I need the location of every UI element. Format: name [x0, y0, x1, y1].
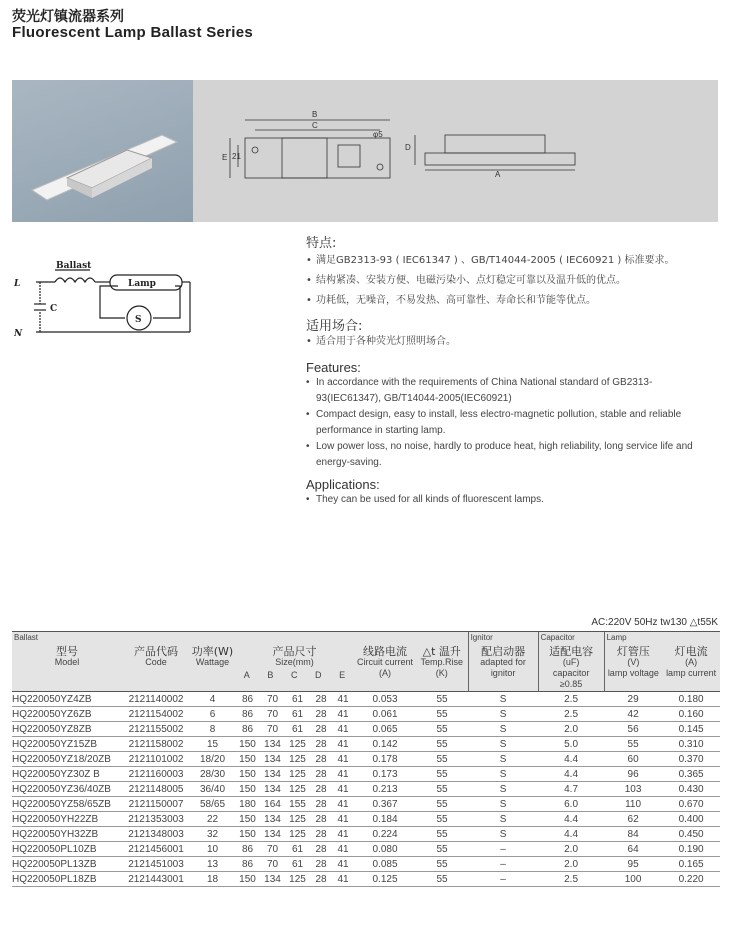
table-cell: 28: [310, 797, 332, 812]
table-cell: 55: [416, 872, 468, 887]
dim-b-label: B: [312, 110, 318, 119]
table-cell: 55: [416, 782, 468, 797]
col-circuit-current: 线路电流 Circuit current (A): [354, 644, 416, 692]
table-cell: 125: [285, 782, 310, 797]
table-cell: HQ220050YZ58/65ZB: [12, 797, 122, 812]
table-cell: HQ220050PL10ZB: [12, 842, 122, 857]
table-cell: 86: [235, 842, 260, 857]
title-chinese: 荧光灯镇流器系列: [12, 9, 124, 25]
dim-c-label: C: [312, 121, 318, 130]
table-cell: 41: [332, 812, 354, 827]
table-cell: HQ220050PL13ZB: [12, 857, 122, 872]
table-cell: 70: [260, 842, 285, 857]
table-row: [12, 722, 720, 737]
table-cell: 134: [260, 812, 285, 827]
table-cell: 55: [416, 797, 468, 812]
table-cell: 125: [285, 812, 310, 827]
table-cell: 0.365: [662, 767, 720, 782]
table-cell: 28: [310, 752, 332, 767]
ballast-label: Ballast: [56, 261, 92, 271]
table-cell: 96: [604, 767, 662, 782]
applications-cn-heading: 适用场合:: [306, 319, 363, 334]
table-cell: 41: [332, 752, 354, 767]
table-cell: 28: [310, 857, 332, 872]
feature-cn-item: • 满足GB2313-93 ( IEC61347 ) 、GB/T14044-2005 ( IEC60921 ) 标准要求。: [306, 251, 720, 271]
table-cell: 2121348003: [122, 827, 190, 842]
table-cell: 150: [235, 782, 260, 797]
table-cell: 0.180: [662, 692, 720, 707]
table-cell: 55: [416, 812, 468, 827]
table-cell: 0.065: [354, 722, 416, 737]
table-cell: 55: [416, 707, 468, 722]
table-cell: 100: [604, 872, 662, 887]
table-cell: 125: [285, 752, 310, 767]
table-row: [12, 872, 720, 887]
table-cell: 60: [604, 752, 662, 767]
table-cell: 2121158002: [122, 737, 190, 752]
table-cell: 55: [604, 737, 662, 752]
table-cell: 13: [190, 857, 235, 872]
table-cell: 28: [310, 812, 332, 827]
table-cell: 28: [310, 737, 332, 752]
col-lamp-voltage: 灯管压 (V) lamp voltage: [604, 644, 662, 692]
table-cell: HQ220050YH22ZB: [12, 812, 122, 827]
application-cn-item: • 适合用于各种荧光灯照明场合。: [306, 334, 720, 350]
feature-en-item: • Low power loss, no noise, hardly to produce heat, high reliability, long service life and energy-saving.: [306, 439, 716, 471]
table-cell: S: [468, 827, 538, 842]
table-cell: 8: [190, 722, 235, 737]
table-cell: 0.367: [354, 797, 416, 812]
table-cell: HQ220050YZ15ZB: [12, 737, 122, 752]
table-cell: 164: [260, 797, 285, 812]
ballast-photo-image: [12, 80, 193, 222]
table-cell: HQ220050YZ4ZB: [12, 692, 122, 707]
table-cell: 18: [190, 872, 235, 887]
table-cell: 0.213: [354, 782, 416, 797]
col-size: 产品尺寸 Size(mm) A B C D E: [235, 644, 354, 692]
table-cell: 134: [260, 872, 285, 887]
col-code: 产品代码 Code: [122, 644, 190, 692]
table-cell: S: [468, 752, 538, 767]
table-cell: 0.080: [354, 842, 416, 857]
table-cell: 41: [332, 797, 354, 812]
table-cell: –: [468, 857, 538, 872]
table-cell: 150: [235, 827, 260, 842]
table-cell: 0.085: [354, 857, 416, 872]
table-cell: 70: [260, 692, 285, 707]
dim-d-label: D: [405, 143, 411, 152]
table-cell: 150: [235, 737, 260, 752]
table-cell: 41: [332, 842, 354, 857]
ballast-spec-table: [12, 631, 720, 887]
table-cell: 2121101002: [122, 752, 190, 767]
group-lamp: Lamp: [604, 632, 720, 644]
group-ignitor: Ignitor: [468, 632, 538, 644]
table-cell: S: [468, 707, 538, 722]
table-cell: 134: [260, 767, 285, 782]
neutral-terminal-label: N: [14, 329, 23, 339]
table-cell: 0.053: [354, 692, 416, 707]
table-cell: 103: [604, 782, 662, 797]
feature-en-item: • In accordance with the requirements of China National standard of GB2313-93(IEC61347), GB/T14044-2005(IEC60921): [306, 375, 716, 407]
table-cell: 41: [332, 857, 354, 872]
lamp-label: Lamp: [128, 279, 156, 289]
table-cell: 22: [190, 812, 235, 827]
table-cell: 4.4: [538, 827, 604, 842]
table-cell: 134: [260, 752, 285, 767]
table-row: [12, 812, 720, 827]
table-cell: S: [468, 782, 538, 797]
table-cell: 0.142: [354, 737, 416, 752]
features-cn: [306, 232, 720, 350]
table-cell: 41: [332, 722, 354, 737]
table-cell: 4.4: [538, 812, 604, 827]
table-cell: 150: [235, 752, 260, 767]
feature-cn-item: • 结构紧凑、安装方便、电磁污染小、点灯稳定可靠以及温升低的优点。: [306, 271, 720, 291]
table-cell: 42: [604, 707, 662, 722]
table-cell: 134: [260, 827, 285, 842]
table-cell: 180: [235, 797, 260, 812]
table-cell: 155: [285, 797, 310, 812]
table-cell: 0.125: [354, 872, 416, 887]
table-cell: 0.165: [662, 857, 720, 872]
group-ballast: Ballast: [12, 632, 468, 644]
ballast-photo: [12, 80, 193, 222]
table-cell: S: [468, 737, 538, 752]
table-cell: 55: [416, 692, 468, 707]
table-cell: 28: [310, 692, 332, 707]
table-cell: 41: [332, 737, 354, 752]
table-cell: 55: [416, 737, 468, 752]
table-cell: HQ220050YZ36/40ZB: [12, 782, 122, 797]
table-cell: 10: [190, 842, 235, 857]
title-english: Fluorescent Lamp Ballast Series: [12, 24, 254, 41]
table-cell: HQ220050YZ18/20ZB: [12, 752, 122, 767]
table-cell: 58/65: [190, 797, 235, 812]
table-cell: 2121443001: [122, 872, 190, 887]
features-en: [306, 360, 720, 508]
table-cell: 0.061: [354, 707, 416, 722]
table-cell: HQ220050YZ8ZB: [12, 722, 122, 737]
table-cell: 41: [332, 872, 354, 887]
table-cell: 28: [310, 722, 332, 737]
table-cell: 62: [604, 812, 662, 827]
table-cell: 28/30: [190, 767, 235, 782]
table-cell: 41: [332, 782, 354, 797]
table-cell: S: [468, 722, 538, 737]
table-cell: 5.0: [538, 737, 604, 752]
table-cell: 56: [604, 722, 662, 737]
table-cell: 29: [604, 692, 662, 707]
table-cell: 28: [310, 872, 332, 887]
table-cell: 0.400: [662, 812, 720, 827]
feature-cn-item: • 功耗低，无噪音，不易发热、高可靠性、寿命长和节能等优点。: [306, 291, 720, 311]
table-cell: 2121154002: [122, 707, 190, 722]
applications-en-heading: Applications:: [306, 477, 380, 492]
table-cell: 32: [190, 827, 235, 842]
table-cell: 134: [260, 782, 285, 797]
dim-21-label: 21: [232, 152, 241, 161]
table-cell: 15: [190, 737, 235, 752]
table-cell: 0.310: [662, 737, 720, 752]
table-cell: 2.0: [538, 842, 604, 857]
table-cell: 28: [310, 707, 332, 722]
table-cell: 61: [285, 692, 310, 707]
table-cell: 2.5: [538, 872, 604, 887]
table-cell: 0.670: [662, 797, 720, 812]
table-cell: –: [468, 842, 538, 857]
table-cell: 0.190: [662, 842, 720, 857]
table-cell: 2121456001: [122, 842, 190, 857]
table-cell: 70: [260, 722, 285, 737]
table-cell: 6: [190, 707, 235, 722]
table-cell: 61: [285, 857, 310, 872]
table-cell: 86: [235, 857, 260, 872]
table-cell: 0.160: [662, 707, 720, 722]
table-cell: 28: [310, 827, 332, 842]
capacitor-label: C: [50, 304, 58, 314]
table-cell: 70: [260, 857, 285, 872]
table-cell: HQ220050YZ6ZB: [12, 707, 122, 722]
table-row: [12, 707, 720, 722]
table-row: [12, 797, 720, 812]
table-cell: 4.4: [538, 752, 604, 767]
group-capacitor: Capacitor: [538, 632, 604, 644]
dim-a-label: A: [495, 170, 501, 179]
table-cell: 41: [332, 827, 354, 842]
table-cell: 2.0: [538, 722, 604, 737]
table-cell: 61: [285, 707, 310, 722]
table-cell: 2121155002: [122, 722, 190, 737]
table-cell: 41: [332, 767, 354, 782]
dim-hole-label: φ5: [373, 130, 383, 139]
dimension-drawing: [220, 105, 580, 205]
table-cell: 4: [190, 692, 235, 707]
features-en-heading: Features:: [306, 360, 361, 375]
table-cell: 6.0: [538, 797, 604, 812]
application-en-item: • They can be used for all kinds of fluorescent lamps.: [306, 492, 716, 508]
table-cell: S: [468, 797, 538, 812]
table-cell: 55: [416, 857, 468, 872]
table-cell: 0.178: [354, 752, 416, 767]
electrical-conditions-note: AC:220V 50Hz tw130 △t55K: [591, 617, 718, 628]
table-row: [12, 737, 720, 752]
table-row: [12, 827, 720, 842]
table-cell: 0.430: [662, 782, 720, 797]
table-cell: HQ220050YZ30Z B: [12, 767, 122, 782]
table-row: [12, 767, 720, 782]
features-cn-heading: 特点:: [306, 236, 337, 251]
table-cell: 110: [604, 797, 662, 812]
line-terminal-label: L: [14, 279, 21, 289]
table-cell: 28: [310, 782, 332, 797]
table-cell: 70: [260, 707, 285, 722]
table-cell: 61: [285, 842, 310, 857]
col-wattage: 功率(W) Wattage: [190, 644, 235, 692]
table-cell: 86: [235, 707, 260, 722]
table-cell: 55: [416, 752, 468, 767]
table-cell: 0.224: [354, 827, 416, 842]
dim-e-label: E: [222, 153, 228, 162]
table-cell: S: [468, 812, 538, 827]
table-cell: 28: [310, 842, 332, 857]
table-cell: 86: [235, 692, 260, 707]
table-cell: 2121160003: [122, 767, 190, 782]
table-cell: 18/20: [190, 752, 235, 767]
table-cell: HQ220050PL18ZB: [12, 872, 122, 887]
table-row: [12, 752, 720, 767]
table-cell: S: [468, 767, 538, 782]
table-cell: 125: [285, 827, 310, 842]
circuit-diagram: [10, 258, 200, 344]
table-cell: 2121148005: [122, 782, 190, 797]
table-row: [12, 857, 720, 872]
table-row: [12, 842, 720, 857]
col-capacitor: 适配电容 (uF) capacitor ≥0.85: [538, 644, 604, 692]
table-cell: 2121150007: [122, 797, 190, 812]
table-cell: 0.450: [662, 827, 720, 842]
table-cell: 55: [416, 767, 468, 782]
table-row: [12, 692, 720, 707]
table-cell: 86: [235, 722, 260, 737]
table-cell: 2121451003: [122, 857, 190, 872]
col-lamp-current: 灯电流 (A) lamp current: [662, 644, 720, 692]
table-cell: 55: [416, 827, 468, 842]
table-cell: 36/40: [190, 782, 235, 797]
table-cell: 84: [604, 827, 662, 842]
table-cell: 2121140002: [122, 692, 190, 707]
table-cell: 2.0: [538, 857, 604, 872]
table-cell: HQ220050YH32ZB: [12, 827, 122, 842]
starter-label: S: [135, 315, 142, 325]
table-row: [12, 782, 720, 797]
table-cell: 41: [332, 707, 354, 722]
table-cell: 95: [604, 857, 662, 872]
table-cell: 55: [416, 842, 468, 857]
table-cell: 0.220: [662, 872, 720, 887]
col-temp-rise: △t 温升 Temp.Rise (K): [416, 644, 468, 692]
table-cell: 134: [260, 737, 285, 752]
table-cell: 28: [310, 767, 332, 782]
table-cell: 4.7: [538, 782, 604, 797]
table-cell: 4.4: [538, 767, 604, 782]
table-cell: 41: [332, 692, 354, 707]
table-cell: 0.145: [662, 722, 720, 737]
table-cell: S: [468, 692, 538, 707]
table-cell: 150: [235, 767, 260, 782]
table-cell: 55: [416, 722, 468, 737]
table-cell: 2.5: [538, 707, 604, 722]
col-model: 型号 Model: [12, 644, 122, 692]
table-cell: 64: [604, 842, 662, 857]
table-cell: 125: [285, 767, 310, 782]
table-cell: 150: [235, 872, 260, 887]
table-cell: 2121353003: [122, 812, 190, 827]
feature-en-item: • Compact design, easy to install, less electro-magnetic pollution, stable and reliable performance in starting lamp.: [306, 407, 716, 439]
table-cell: 125: [285, 737, 310, 752]
table-cell: 2.5: [538, 692, 604, 707]
table-cell: 0.370: [662, 752, 720, 767]
table-cell: 125: [285, 872, 310, 887]
table-cell: 0.173: [354, 767, 416, 782]
table-cell: 0.184: [354, 812, 416, 827]
col-ignitor: 配启动器 adapted for ignitor: [468, 644, 538, 692]
table-cell: 150: [235, 812, 260, 827]
table-cell: –: [468, 872, 538, 887]
table-cell: 61: [285, 722, 310, 737]
